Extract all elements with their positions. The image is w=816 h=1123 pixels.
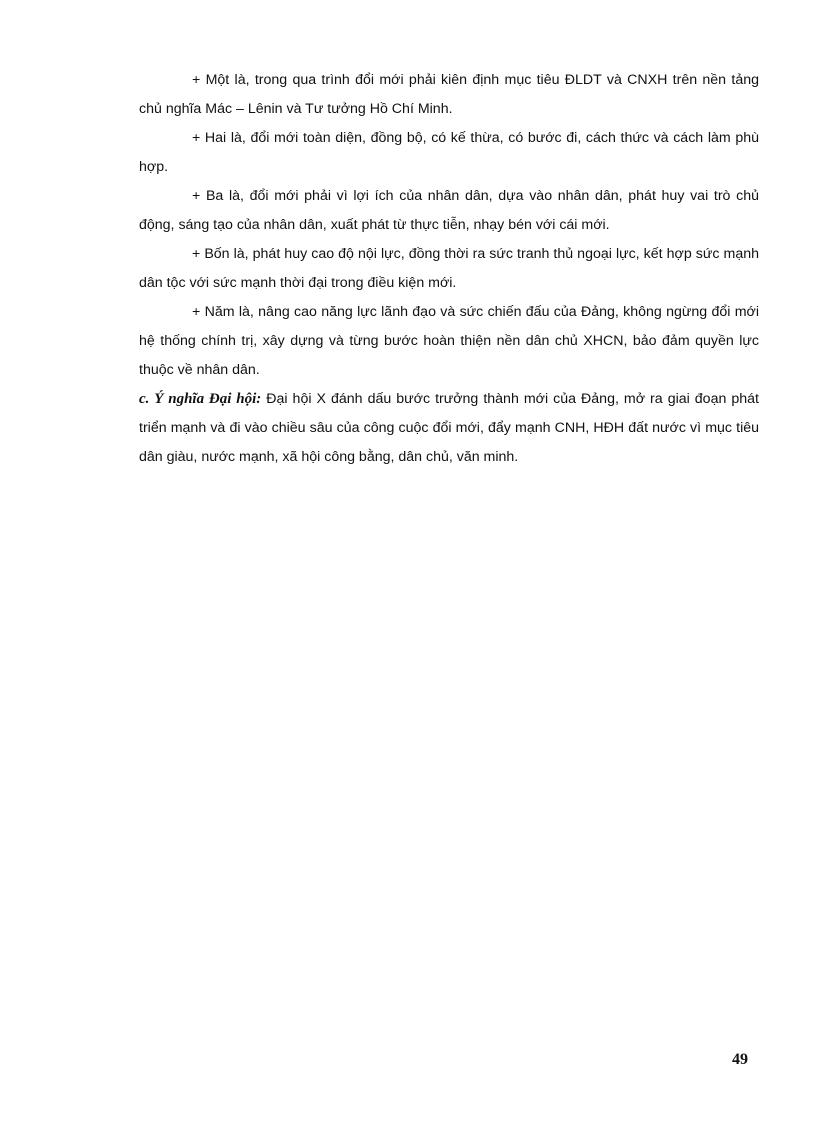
point-one: + Một là, trong qua trình đổi mới phải kiên định mục tiêu ĐLDT và CNXH trên nền tảng chủ nghĩa Mác – Lênin và Tư tưởng Hồ Chí Minh. — [139, 72, 759, 117]
page-body — [139, 66, 759, 472]
significance-heading: c. Ý nghĩa Đại hội: — [139, 391, 262, 407]
point-two: + Hai là, đổi mới toàn diện, đồng bộ, có kế thừa, có bước đi, cách thức và cách làm phù hợp. — [139, 130, 759, 175]
point-three: + Ba là, đổi mới phải vì lợi ích của nhân dân, dựa vào nhân dân, phát huy vai trò chủ động, sáng tạo của nhân dân, xuất phát từ thực tiễn, nhạy bén với cái mới. — [139, 188, 759, 233]
page-number: 49 — [732, 1051, 748, 1068]
point-four: + Bốn là, phát huy cao độ nội lực, đồng thời ra sức tranh thủ ngoại lực, kết hợp sức mạnh dân tộc với sức mạnh thời đại trong điều kiện mới. — [139, 246, 759, 291]
significance-paragraph — [139, 385, 759, 472]
significance-text: Đại hội X đánh dấu bước trưởng thành mới của Đảng, mở ra giai đoạn phát triển mạnh và đi vào chiều sâu của công cuộc đổi mới, đẩy mạnh CNH, HĐH đất nước vì mục tiêu dân giàu, nước mạnh, xã hội công bằng, dân chủ, văn minh. — [139, 391, 759, 465]
point-five: + Năm là, nâng cao năng lực lãnh đạo và sức chiến đấu của Đảng, không ngừng đổi mới hệ thống chính trị, xây dựng và từng bước hoàn thiện nền dân chủ XHCN, bảo đảm quyền lực thuộc về nhân dân. — [139, 304, 759, 378]
